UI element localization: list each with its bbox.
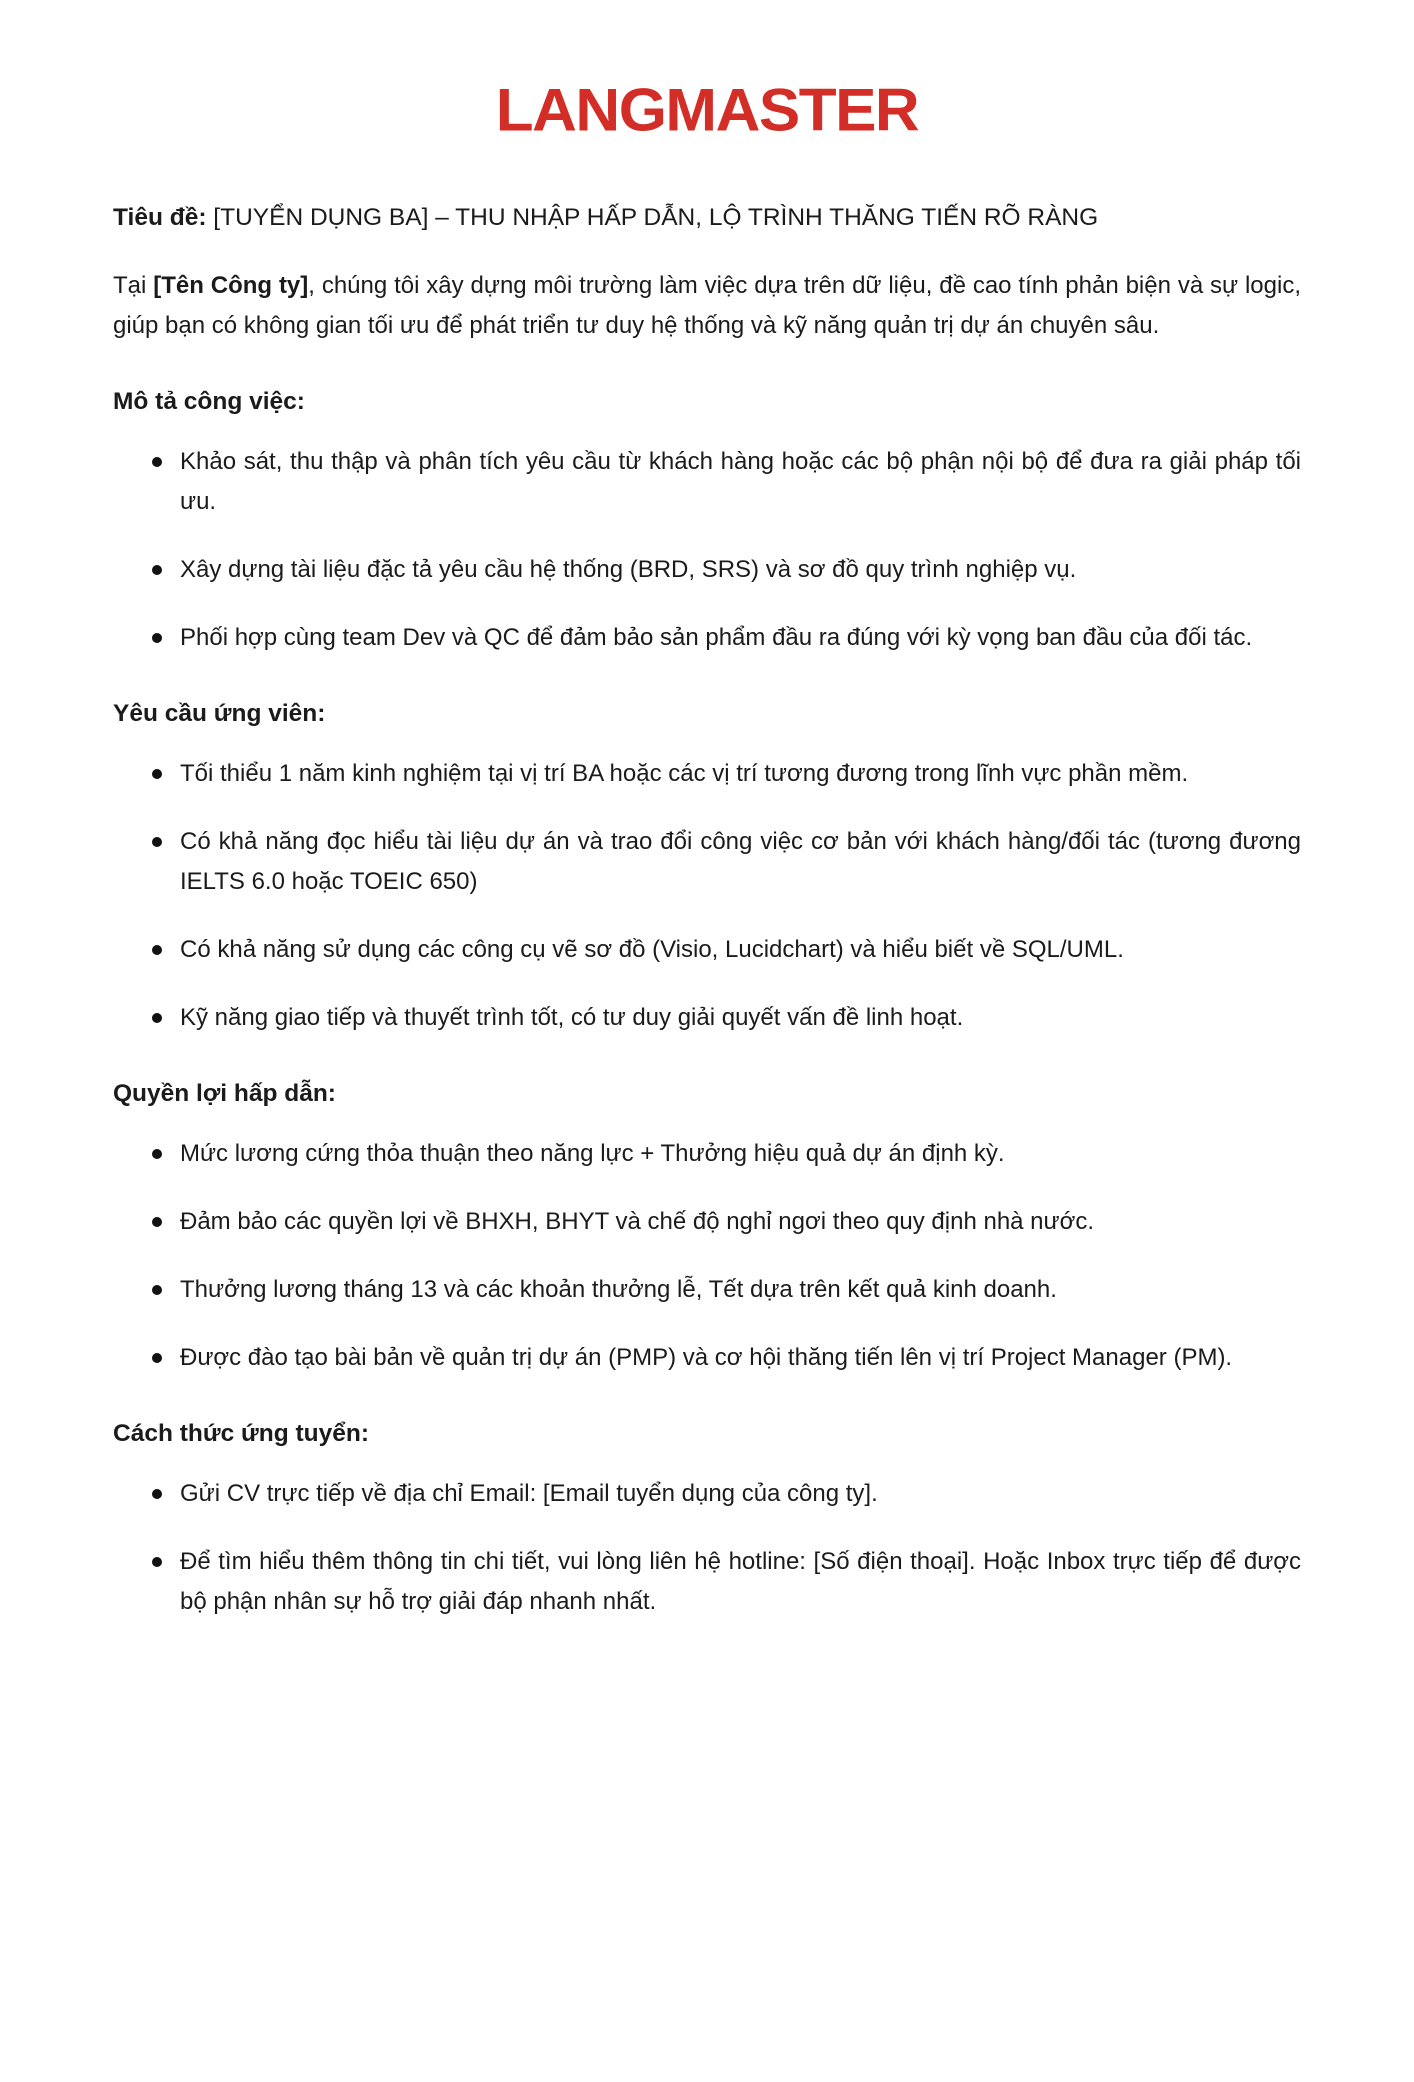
intro-paragraph bbox=[113, 266, 1301, 346]
list-item-text: Thưởng lương tháng 13 và các khoản thưởng lễ, Tết dựa trên kết quả kinh doanh. bbox=[180, 1276, 1057, 1303]
section-heading: Yêu cầu ứng viên: bbox=[113, 700, 326, 727]
bullet-icon bbox=[152, 945, 162, 955]
job-title-line bbox=[113, 198, 1301, 238]
list-item bbox=[113, 1474, 1301, 1514]
list-item bbox=[113, 822, 1301, 902]
bullet-icon bbox=[152, 633, 162, 643]
section-how-to-apply bbox=[113, 1414, 1301, 1622]
bullet-icon bbox=[152, 769, 162, 779]
section-heading: Quyền lợi hấp dẫn: bbox=[113, 1080, 336, 1107]
list-item-text: Đảm bảo các quyền lợi về BHXH, BHYT và chế độ nghỉ ngơi theo quy định nhà nước. bbox=[180, 1208, 1095, 1235]
document-page bbox=[0, 77, 1414, 2082]
list-item bbox=[113, 1270, 1301, 1310]
list-item bbox=[113, 754, 1301, 794]
bullet-icon bbox=[152, 1353, 162, 1363]
document-header bbox=[113, 77, 1301, 144]
bullet-icon bbox=[152, 1489, 162, 1499]
list-item bbox=[113, 618, 1301, 658]
list-item-text: Có khả năng sử dụng các công cụ vẽ sơ đồ (Visio, Lucidchart) và hiểu biết về SQL/UML. bbox=[180, 936, 1124, 963]
section-heading: Mô tả công việc: bbox=[113, 388, 305, 415]
title-text: [TUYỂN DỤNG BA] – THU NHẬP HẤP DẪN, LỘ TRÌNH THĂNG TIẾN RÕ RÀNG bbox=[213, 204, 1099, 231]
bullet-icon bbox=[152, 837, 162, 847]
title-label: Tiêu đề: bbox=[113, 204, 207, 231]
section-job-description bbox=[113, 382, 1301, 658]
list-item-text: Tối thiểu 1 năm kinh nghiệm tại vị trí BA hoặc các vị trí tương đương trong lĩnh vực phần mềm. bbox=[180, 760, 1189, 787]
list-item-text: Để tìm hiểu thêm thông tin chi tiết, vui lòng liên hệ hotline: [Số điện thoại]. Hoặc Inbox trực tiếp để được bộ phận nhân sự hỗ trợ giải đáp nhanh nhất. bbox=[180, 1548, 1301, 1615]
list-item-text: Phối hợp cùng team Dev và QC để đảm bảo sản phẩm đầu ra đúng với kỳ vọng ban đầu của đối tác. bbox=[180, 624, 1253, 651]
list-item-text: Có khả năng đọc hiểu tài liệu dự án và trao đổi công việc cơ bản với khách hàng/đối tác (tương đương IELTS 6.0 hoặc TOEIC 650) bbox=[180, 828, 1301, 895]
company-placeholder: [Tên Công ty] bbox=[153, 272, 309, 299]
bullet-icon bbox=[152, 1217, 162, 1227]
list-item-text: Được đào tạo bài bản về quản trị dự án (PMP) và cơ hội thăng tiến lên vị trí Project Manager (PM). bbox=[180, 1344, 1233, 1371]
list-item-text: Xây dựng tài liệu đặc tả yêu cầu hệ thống (BRD, SRS) và sơ đồ quy trình nghiệp vụ. bbox=[180, 556, 1077, 583]
intro-prefix: Tại bbox=[113, 272, 154, 299]
list-item bbox=[113, 998, 1301, 1038]
list-item bbox=[113, 1134, 1301, 1174]
bullet-icon bbox=[152, 565, 162, 575]
list-item bbox=[113, 1338, 1301, 1378]
list-item-text: Gửi CV trực tiếp về địa chỉ Email: [Email tuyển dụng của công ty]. bbox=[180, 1480, 878, 1507]
list-item-text: Khảo sát, thu thập và phân tích yêu cầu từ khách hàng hoặc các bộ phận nội bộ để đưa ra giải pháp tối ưu. bbox=[180, 448, 1301, 515]
bullet-icon bbox=[152, 457, 162, 467]
bullet-icon bbox=[152, 1149, 162, 1159]
langmaster-logo: LANGMASTER bbox=[495, 77, 919, 144]
bullet-icon bbox=[152, 1285, 162, 1295]
bullet-icon bbox=[152, 1557, 162, 1567]
intro-body: , chúng tôi xây dựng môi trường làm việc dựa trên dữ liệu, đề cao tính phản biện và sự logic, giúp bạn có không gian tối ưu để phát triển tư duy hệ thống và kỹ năng quản trị dự án chuyên sâu. bbox=[113, 272, 1302, 339]
list-item bbox=[113, 1202, 1301, 1242]
list-item bbox=[113, 1542, 1301, 1622]
list-item bbox=[113, 930, 1301, 970]
list-item bbox=[113, 550, 1301, 590]
list-item-text: Kỹ năng giao tiếp và thuyết trình tốt, có tư duy giải quyết vấn đề linh hoạt. bbox=[180, 1004, 964, 1031]
section-candidate-requirements bbox=[113, 694, 1301, 1038]
list-item bbox=[113, 442, 1301, 522]
list-item-text: Mức lương cứng thỏa thuận theo năng lực + Thưởng hiệu quả dự án định kỳ. bbox=[180, 1140, 1005, 1167]
section-benefits bbox=[113, 1074, 1301, 1378]
bullet-icon bbox=[152, 1013, 162, 1023]
section-heading: Cách thức ứng tuyển: bbox=[113, 1420, 369, 1447]
